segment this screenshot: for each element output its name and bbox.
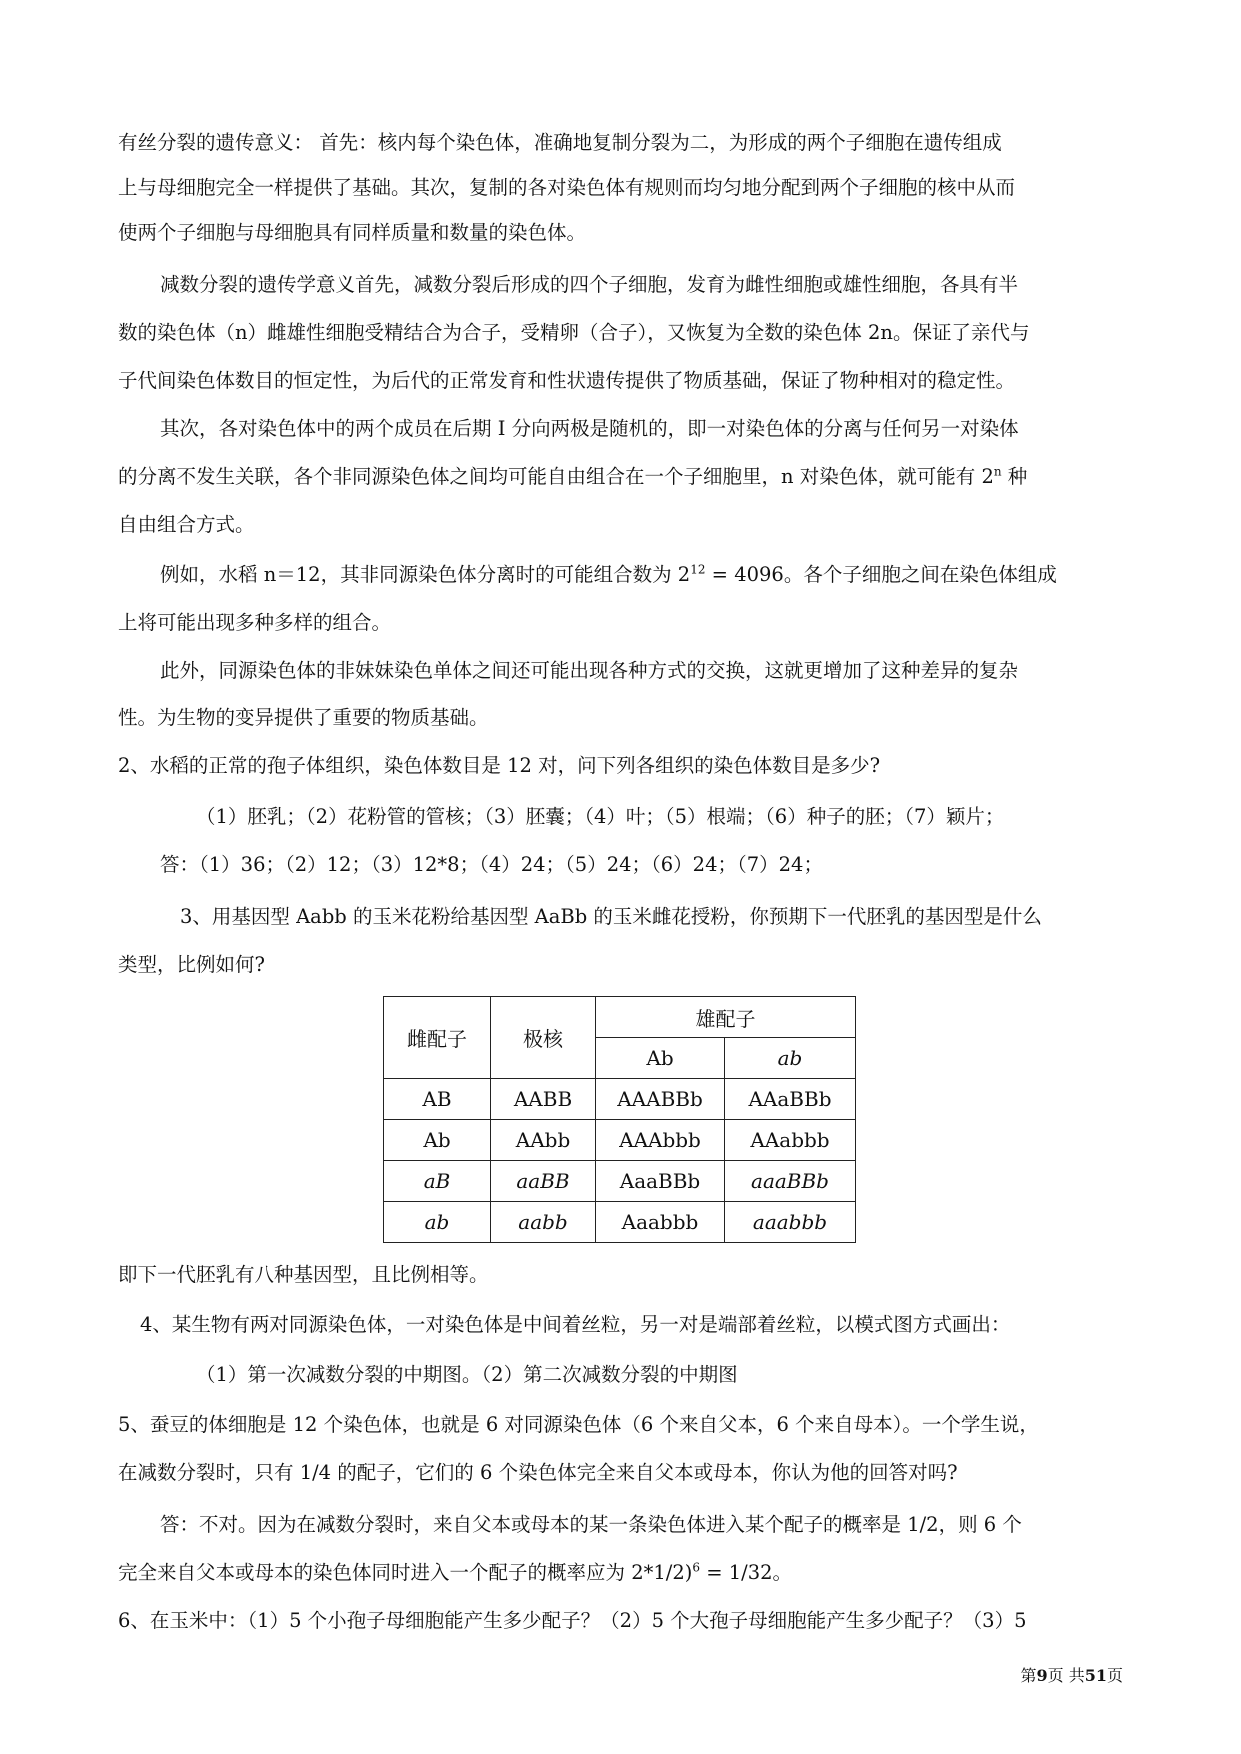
paragraph-line: 上将可能出现多种多样的组合。 bbox=[118, 611, 392, 634]
question-6: 6、在玉米中：（1）5 个小孢子母细胞能产生多少配子？（2）5 个大孢子母细胞能产生多少配子？（3）5 bbox=[118, 1609, 1027, 1632]
paragraph-line: 数的染色体（n）雌雄性细胞受精结合为合子，受精卵（合子），又恢复为全数的染色体 2n。保证了亲代与 bbox=[118, 321, 1030, 344]
footer-mid: 页 共 bbox=[1047, 1666, 1085, 1685]
text-run: 例如，水稻 n＝12，其非同源染色体分离时的可能组合数为 2 bbox=[160, 563, 691, 586]
question-3-conclusion: 即下一代胚乳有八种基因型，且比例相等。 bbox=[118, 1263, 489, 1286]
paragraph-line bbox=[118, 462, 1126, 492]
table-row bbox=[384, 1120, 856, 1161]
question-5: 5、蚕豆的体细胞是 12 个染色体，也就是 6 对同源染色体（6 个来自父本，6 个来自母本）。一个学生说， bbox=[118, 1413, 1039, 1436]
question-3-cont: 类型，比例如何? bbox=[118, 953, 265, 976]
text-run: 的分离不发生关联，各个非同源染色体之间均可能自由组合在一个子细胞里，n 对染色体，就可能有 2 bbox=[118, 465, 994, 488]
table-cell: Ab bbox=[384, 1120, 491, 1161]
question-2: 2、水稻的正常的孢子体组织，染色体数目是 12 对，问下列各组织的染色体数目是多少? bbox=[118, 754, 881, 777]
paragraph-line: 其次，各对染色体中的两个成员在后期 I 分向两极是随机的，即一对染色体的分离与任何另一对染体 bbox=[160, 417, 1019, 440]
question-5-cont: 在减数分裂时，只有 1/4 的配子，它们的 6 个染色体完全来自父本或母本，你认为他的回答对吗? bbox=[118, 1461, 958, 1484]
header-female-gamete: 雌配子 bbox=[384, 997, 491, 1079]
table-row bbox=[384, 1079, 856, 1120]
table-cell: AB bbox=[384, 1079, 491, 1120]
table-cell: aaaBBb bbox=[725, 1161, 856, 1202]
text-run: = 4096。各个子细胞之间在染色体组成 bbox=[705, 563, 1057, 586]
table-cell: AABB bbox=[491, 1079, 596, 1120]
table-cell: aB bbox=[384, 1161, 491, 1202]
paragraph-line: 有丝分裂的遗传意义： 首先：核内每个染色体，准确地复制分裂为二，为形成的两个子细胞在遗传组成 bbox=[118, 131, 1002, 154]
table-cell: AAbb bbox=[491, 1120, 596, 1161]
superscript: 12 bbox=[690, 562, 706, 577]
text-run: 种 bbox=[1001, 465, 1028, 488]
table-row bbox=[384, 1161, 856, 1202]
page-footer bbox=[1020, 1665, 1123, 1687]
table-cell: AAAbbb bbox=[596, 1120, 725, 1161]
table-cell: ab bbox=[384, 1202, 491, 1243]
question-2-answer: 答：（1）36；（2）12；（3）12*8；（4）24；（5）24；（6）24；（7）24； bbox=[160, 853, 823, 876]
footer-suffix: 页 bbox=[1106, 1666, 1123, 1685]
header-male-ab: ab bbox=[725, 1038, 856, 1079]
table-cell: AAABBb bbox=[596, 1079, 725, 1120]
table-row bbox=[384, 1202, 856, 1243]
table-cell: aaBB bbox=[491, 1161, 596, 1202]
question-3: 3、用基因型 Aabb 的玉米花粉给基因型 AaBb 的玉米雌花授粉，你预期下一代胚乳的基因型是什么 bbox=[180, 905, 1042, 928]
paragraph-line: 减数分裂的遗传学意义首先，减数分裂后形成的四个子细胞，发育为雌性细胞或雄性细胞，各具有半 bbox=[160, 273, 1019, 296]
header-polar-nuclei: 极核 bbox=[491, 997, 596, 1079]
paragraph-line bbox=[160, 560, 1126, 590]
text-run: 完全来自父本或母本的染色体同时进入一个配子的概率应为 2*1/2) bbox=[118, 1561, 693, 1584]
table-cell: Aaabbb bbox=[596, 1202, 725, 1243]
text-run: = 1/32。 bbox=[700, 1561, 793, 1584]
superscript: 6 bbox=[692, 1560, 700, 1575]
paragraph-line: 使两个子细胞与母细胞具有同样质量和数量的染色体。 bbox=[118, 221, 587, 244]
paragraph-line: 自由组合方式。 bbox=[118, 513, 255, 536]
table-cell: AAaBBb bbox=[725, 1079, 856, 1120]
question-5-answer-cont bbox=[118, 1558, 1126, 1588]
header-male-Ab: Ab bbox=[596, 1038, 725, 1079]
question-4-items: （1）第一次减数分裂的中期图。（2）第二次减数分裂的中期图 bbox=[196, 1363, 738, 1386]
genotype-table bbox=[383, 996, 856, 1243]
paragraph-line: 上与母细胞完全一样提供了基础。其次，复制的各对染色体有规则而均匀地分配到两个子细胞的核中从而 bbox=[118, 176, 1016, 199]
paragraph-line: 子代间染色体数目的恒定性，为后代的正常发育和性状遗传提供了物质基础，保证了物种相对的稳定性。 bbox=[118, 369, 1016, 392]
table-cell: AAabbb bbox=[725, 1120, 856, 1161]
question-4: 4、某生物有两对同源染色体，一对染色体是中间着丝粒，另一对是端部着丝粒，以模式图方式画出： bbox=[140, 1313, 1011, 1336]
question-5-answer: 答：不对。因为在减数分裂时，来自父本或母本的某一条染色体进入某个配子的概率是 1/2，则 6 个 bbox=[160, 1513, 1022, 1536]
footer-prefix: 第 bbox=[1020, 1666, 1037, 1685]
question-2-items: （1）胚乳；（2）花粉管的管核；（3）胚囊；（4）叶；（5）根端；（6）种子的胚；（7）颖片； bbox=[196, 805, 1005, 828]
superscript: n bbox=[993, 464, 1002, 479]
table-cell: aaabbb bbox=[725, 1202, 856, 1243]
paragraph-line: 此外，同源染色体的非妹妹染色单体之间还可能出现各种方式的交换，这就更增加了这种差异的复杂 bbox=[160, 659, 1019, 682]
table-cell: AaaBBb bbox=[596, 1161, 725, 1202]
page-total: 51 bbox=[1084, 1666, 1107, 1685]
table-cell: aabb bbox=[491, 1202, 596, 1243]
page-number: 9 bbox=[1036, 1666, 1048, 1685]
header-male-gamete: 雄配子 bbox=[596, 997, 856, 1038]
paragraph-line: 性。为生物的变异提供了重要的物质基础。 bbox=[118, 706, 489, 729]
